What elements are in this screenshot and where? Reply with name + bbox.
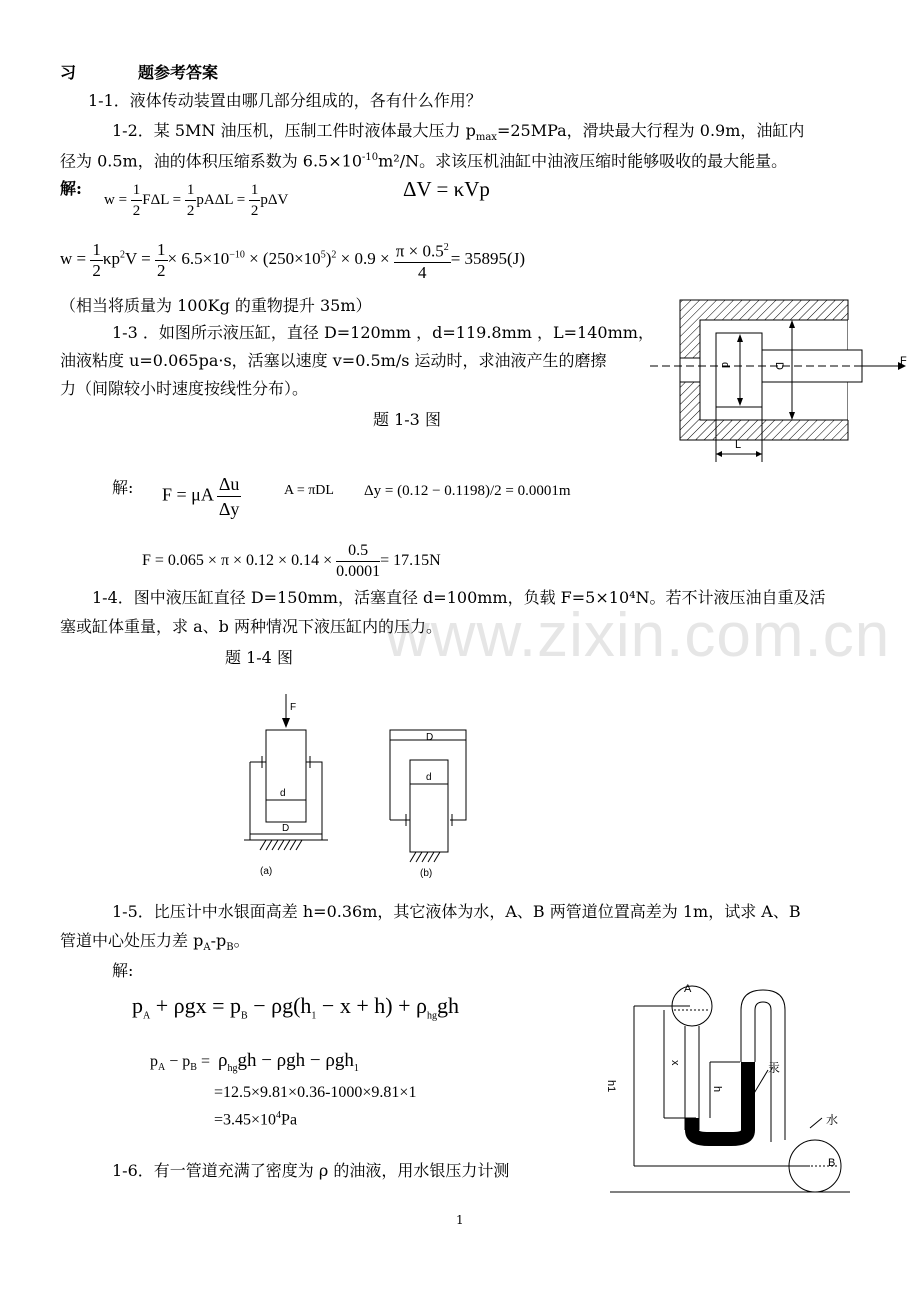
label-h1: h1	[605, 1080, 617, 1093]
label-L: L	[735, 439, 742, 451]
equation-6-line3: $=3.45\times 10^4Pa$	[214, 1110, 298, 1129]
label-a-d: d	[280, 788, 286, 799]
solution-label-1-3: 解:	[112, 478, 134, 497]
figure-1-3-caption: 题 1-3 图	[373, 410, 441, 429]
label-water: 水	[826, 1113, 839, 1127]
equation-4: F = 0.065 × π × 0.12 × 0.14 × $\frac{0.5}{0.0001}$ = 17.15N	[142, 542, 441, 580]
label-x: x	[669, 1060, 681, 1066]
question-1-3-line1: 1-3 ．如图所示液压缸，直径 D=120mm ，d=119.8mm ，L=140mm，	[112, 323, 654, 342]
figure-1-4-caption: 题 1-4 图	[225, 648, 293, 667]
label-B: B	[828, 1157, 836, 1169]
solution-label: 解:	[60, 179, 82, 198]
label-h: h	[711, 1086, 723, 1093]
question-1-6: 1-6．有一管道充满了密度为 ρ 的油液，用水银压力计测	[112, 1161, 510, 1180]
question-1-4-line1: 1-4．图中液压缸直径 D=150mm，活塞直径 d=100mm，负载 F=5×10⁴N。若不计液压油自重及活	[92, 588, 826, 607]
equation-3-gap: Δy = (0.12 − 0.1198)/2 = 0.0001m	[364, 483, 571, 499]
equation-3: F = μA $\frac{\Delta u}{\Delta y}$	[162, 474, 240, 519]
solution-label-1-5: 解:	[112, 961, 134, 980]
question-1-2-line2: 径为 0.5m，油的体积压缩系数为 $6.5\times 10^{-10}m^2/N$。求该压机油缸中油液压缩时能够吸收的最大能量。	[60, 151, 788, 171]
equation-1: w = $\frac{1}{2}$ FΔL = $\frac{1}{2}$ pAΔL = $\frac{1}{2}$ pΔV	[104, 182, 289, 219]
equation-6: $p_A - p_B = \rho_{hg}gh - \rho gh - \rho gh_1$	[150, 1050, 359, 1074]
label-b: (b)	[420, 868, 433, 879]
title-char: 习	[60, 63, 77, 82]
note-line: （相当将质量为 100Kg 的重物提升 35m）	[60, 296, 372, 315]
equation-3-area: A = πDL	[284, 483, 334, 498]
label-A: A	[684, 983, 692, 995]
label-a-F: F	[290, 702, 297, 713]
label-b-d: d	[426, 772, 432, 783]
label-d: d	[719, 362, 731, 369]
question-1-3-line2: 油液粘度 u=0.065pa·s，活塞以速度 v=0.5m/s 运动时，求油液产生的磨擦	[60, 351, 607, 370]
question-1-4-line2: 塞或缸体重量，求 a、b 两种情况下液压缸内的压力。	[60, 617, 442, 636]
question-1-5-line1: 1-5．比压计中水银面高差 h=0.36m，其它液体为水，A、B 两管道位置高差为 1m，试求 A、B	[112, 902, 801, 921]
figure-1-3	[650, 290, 910, 470]
equation-5: $p_A + \rho gx = p_B - \rho g(h_1 - x + h) + \rho_{hg}gh$	[132, 993, 459, 1022]
equation-2: w = $\frac{1}{2}$ $\kappa p^2V$ = $\frac{1}{2}$ × $6.5\times 10^{-10} \times (250\times 10^5)^2 \times 0.9$ × $\frac{\pi \times 0.5^2}{4}$ = 35895(J)	[60, 239, 525, 282]
label-D: D	[773, 362, 785, 370]
question-1-3-line3: 力（间隙较小时速度按线性分布）。	[60, 379, 309, 398]
question-1-2-line1: 1-2．某 5MN 油压机，压制工件时液体最大压力 $p_{max}=25MPa$，滑块最大行程为 0.9m，油缸内	[112, 121, 805, 144]
label-a-D: D	[282, 823, 290, 834]
figure-1-5	[600, 980, 860, 1200]
label-mercury: 汞	[768, 1061, 781, 1075]
label-b-D: D	[426, 732, 434, 743]
page-number: 1	[456, 1213, 464, 1227]
figure-1-4	[240, 690, 480, 880]
label-F: F	[900, 355, 907, 367]
watermark: www.zixin.com.cn	[385, 601, 891, 670]
question-1-5-line2: 管道中心处压力差 $p_A-p_B$。	[60, 931, 250, 954]
equation-6-line2: =12.5×9.81×0.36-1000×9.81×1	[214, 1084, 417, 1101]
label-a: (a)	[260, 866, 273, 877]
page-title: 题参考答案	[138, 63, 219, 82]
equation-1-right: ΔV = κVp	[403, 177, 490, 201]
question-1-1: 1-1．液体传动装置由哪几部分组成的，各有什么作用？	[88, 91, 482, 110]
